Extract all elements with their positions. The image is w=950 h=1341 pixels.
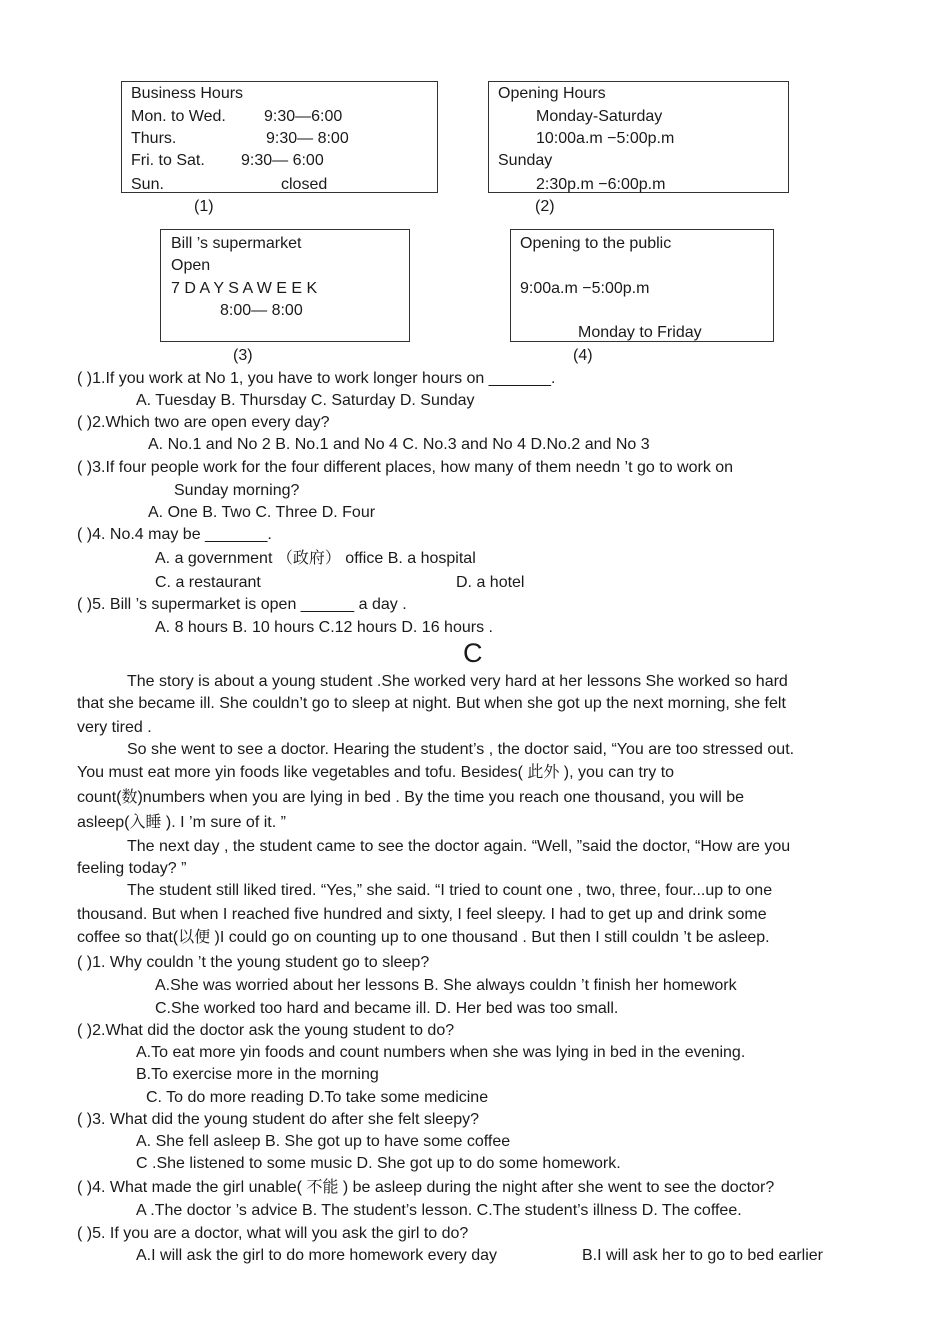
question-b4-option-c: C. a restaurant bbox=[155, 574, 261, 591]
passage-line: You must eat more yin foods like vegetables and tofu. Besides( 此外 ), you can try to bbox=[77, 764, 675, 781]
notice-2-line: 2:30p.m −6:00p.m bbox=[536, 176, 666, 193]
notice-3-line: 8:00— 8:00 bbox=[220, 302, 303, 319]
question-b4: ( )4. No.4 may be _______. bbox=[77, 526, 272, 543]
passage-line: very tired . bbox=[77, 719, 152, 736]
notice-2-title: Opening Hours bbox=[498, 85, 606, 102]
notice-4-caption: (4) bbox=[573, 347, 593, 364]
notice-1-row-day: Fri. to Sat. bbox=[131, 152, 205, 169]
notice-3-caption: (3) bbox=[233, 347, 253, 364]
notice-4-line: 9:00a.m −5:00p.m bbox=[520, 280, 650, 297]
passage-line: feeling today? ” bbox=[77, 860, 187, 877]
passage-line: The next day , the student came to see the doctor again. “Well, ”said the doctor, “How are you bbox=[127, 838, 791, 855]
question-c3: ( )3. What did the young student do after she felt sleepy? bbox=[77, 1111, 480, 1128]
question-b2-options: A. No.1 and No 2 B. No.1 and No 4 C. No.3 and No 4 D.No.2 and No 3 bbox=[148, 436, 650, 453]
question-c3-options-cd: C .She listened to some music D. She got up to do some homework. bbox=[136, 1155, 621, 1172]
notice-3-title: Bill ’s supermarket bbox=[171, 235, 302, 252]
question-c2-option-b: B.To exercise more in the morning bbox=[136, 1066, 379, 1083]
question-c2-options-cd: C. To do more reading D.To take some medicine bbox=[146, 1089, 489, 1106]
question-b3: ( )3.If four people work for the four different places, how many of them needn ’t go to work on bbox=[77, 459, 734, 476]
question-c1: ( )1. Why couldn ’t the young student go to sleep? bbox=[77, 954, 430, 971]
question-b5: ( )5. Bill ’s supermarket is open ______ a day . bbox=[77, 596, 407, 613]
notice-2-line: Monday-Saturday bbox=[536, 108, 663, 125]
question-c4-options: A .The doctor ’s advice B. The student’s lesson. C.The student’s illness D. The coffee. bbox=[136, 1202, 742, 1219]
passage-line: So she went to see a doctor. Hearing the student’s , the doctor said, “You are too stressed out. bbox=[127, 741, 795, 758]
notice-1-row-time: closed bbox=[281, 176, 328, 193]
notice-1-title: Business Hours bbox=[131, 85, 244, 102]
notice-2-caption: (2) bbox=[535, 198, 555, 215]
question-c1-options-cd: C.She worked too hard and became ill. D. Her bed was too small. bbox=[155, 1000, 619, 1017]
question-c2-option-a: A.To eat more yin foods and count numbers when she was lying in bed in the evening. bbox=[136, 1044, 746, 1061]
notice-2-line: Sunday bbox=[498, 152, 553, 169]
question-c2: ( )2.What did the doctor ask the young student to do? bbox=[77, 1022, 455, 1039]
notice-1-row-day: Sun. bbox=[131, 176, 164, 193]
question-c4: ( )4. What made the girl unable( 不能 ) be asleep during the night after she went to see the doctor? bbox=[77, 1179, 775, 1196]
question-b1: ( )1.If you work at No 1, you have to work longer hours on _______. bbox=[77, 370, 556, 387]
notice-3-line: 7 D A Y S A W E E K bbox=[171, 280, 318, 297]
passage-line: that she became ill. She couldn’t go to sleep at night. But when she got up the next morning, she felt bbox=[77, 695, 786, 712]
question-c3-options-ab: A. She fell asleep B. She got up to have some coffee bbox=[136, 1133, 511, 1150]
notice-1-row-time: 9:30— 6:00 bbox=[241, 152, 324, 169]
passage-line: thousand. But when I reached five hundred and sixty, I feel sleepy. I had to get up and drink some bbox=[77, 906, 767, 923]
notice-1-row-time: 9:30— 8:00 bbox=[266, 130, 349, 147]
question-c1-options-ab: A.She was worried about her lessons B. She always couldn ’t finish her homework bbox=[155, 977, 737, 994]
passage-line: count(数)numbers when you are lying in bed . By the time you reach one thousand, you will be bbox=[77, 789, 745, 806]
question-c5: ( )5. If you are a doctor, what will you ask the girl to do? bbox=[77, 1225, 469, 1242]
question-b4-option-d: D. a hotel bbox=[456, 574, 525, 591]
notice-3-line: Open bbox=[171, 257, 211, 274]
passage-line: The student still liked tired. “Yes,” she said. “I tried to count one , two, three, four...up to one bbox=[127, 882, 773, 899]
question-c5-option-a: A.I will ask the girl to do more homework every day bbox=[136, 1247, 498, 1264]
section-heading-c: C bbox=[463, 638, 483, 668]
notice-1-row-time: 9:30—6:00 bbox=[264, 108, 343, 125]
notice-1-row-day: Mon. to Wed. bbox=[131, 108, 226, 125]
question-b2: ( )2.Which two are open every day? bbox=[77, 414, 330, 431]
passage-line: asleep(入睡 ). I ’m sure of it. ” bbox=[77, 814, 286, 831]
question-b3-options: A. One B. Two C. Three D. Four bbox=[148, 504, 376, 521]
passage-line: The story is about a young student .She worked very hard at her lessons She worked so hard bbox=[127, 673, 788, 690]
passage-line: coffee so that(以便 )I could go on counting up to one thousand . But then I still couldn ’t be asleep. bbox=[77, 929, 770, 946]
notice-2-line: 10:00a.m −5:00p.m bbox=[536, 130, 675, 147]
notice-1-row-day: Thurs. bbox=[131, 130, 177, 147]
notice-4-title: Opening to the public bbox=[520, 235, 672, 252]
question-c5-option-b: B.I will ask her to go to bed earlier bbox=[582, 1247, 824, 1264]
question-b5-options: A. 8 hours B. 10 hours C.12 hours D. 16 hours . bbox=[155, 619, 493, 636]
question-b3-cont: Sunday morning? bbox=[174, 482, 300, 499]
question-b1-options: A. Tuesday B. Thursday C. Saturday D. Sunday bbox=[136, 392, 475, 409]
notice-4-line: Monday to Friday bbox=[578, 324, 702, 341]
question-b4-option-ab: A. a government （政府） office B. a hospital bbox=[155, 550, 476, 567]
notice-1-caption: (1) bbox=[194, 198, 214, 215]
